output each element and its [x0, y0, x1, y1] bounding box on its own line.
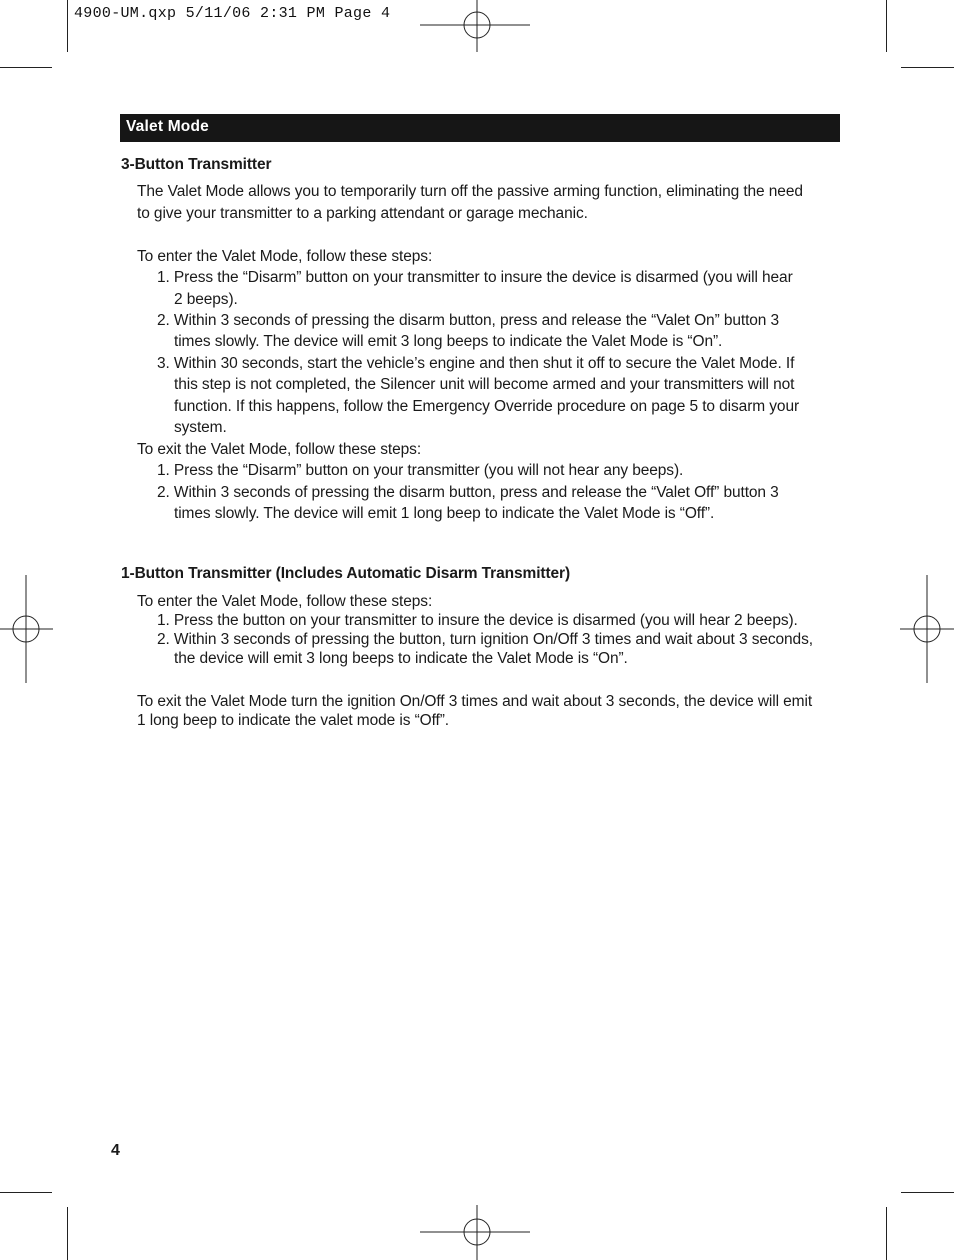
- crop-mark: [886, 0, 887, 52]
- step-line: this step is not completed, the Silencer unit will become armed and your transmitters will not: [174, 376, 795, 393]
- crop-mark: [901, 1192, 954, 1193]
- registration-mark-icon: [420, 1205, 532, 1260]
- steps-label: To enter the Valet Mode, follow these steps:: [137, 248, 433, 265]
- step-line: times slowly. The device will emit 1 long beep to indicate the Valet Mode is “Off”.: [174, 505, 715, 522]
- section-title: Valet Mode: [126, 118, 209, 135]
- registration-mark-icon: [420, 0, 532, 52]
- step-line: 2. Within 3 seconds of pressing the disarm button, press and release the “Valet On” button 3: [157, 312, 780, 329]
- subsection-heading: 3-Button Transmitter: [121, 156, 272, 173]
- step-line: the device will emit 3 long beeps to indicate the Valet Mode is “On”.: [174, 650, 628, 667]
- steps-label: To exit the Valet Mode, follow these steps:: [137, 441, 422, 458]
- paragraph-line: To exit the Valet Mode turn the ignition On/Off 3 times and wait about 3 seconds, the device will emit: [137, 693, 813, 710]
- step-line: times slowly. The device will emit 3 long beeps to indicate the Valet Mode is “On”.: [174, 333, 723, 350]
- crop-mark: [0, 67, 52, 68]
- crop-mark: [0, 1192, 52, 1193]
- paragraph-line: The Valet Mode allows you to temporarily turn off the passive arming function, eliminating the need: [137, 183, 803, 200]
- step-line: 1. Press the button on your transmitter to insure the device is disarmed (you will hear 2 beeps).: [157, 612, 798, 629]
- step-line: 1. Press the “Disarm” button on your transmitter (you will not hear any beeps).: [157, 462, 684, 479]
- paragraph-line: to give your transmitter to a parking attendant or garage mechanic.: [137, 205, 588, 222]
- steps-label: To enter the Valet Mode, follow these steps:: [137, 593, 433, 610]
- step-line: function. If this happens, follow the Emergency Override procedure on page 5 to disarm your: [174, 398, 800, 415]
- crop-mark: [67, 1207, 68, 1260]
- step-line: 1. Press the “Disarm” button on your transmitter to insure the device is disarmed (you will hear: [157, 269, 793, 286]
- file-slug: 4900-UM.qxp 5/11/06 2:31 PM Page 4: [74, 5, 391, 22]
- registration-mark-icon: [0, 575, 54, 683]
- crop-mark: [886, 1207, 887, 1260]
- step-line: system.: [174, 419, 227, 436]
- step-line: 3. Within 30 seconds, start the vehicle’s engine and then shut it off to secure the Valet Mode. If: [157, 355, 795, 372]
- page-number: 4: [111, 1142, 120, 1159]
- step-line: 2. Within 3 seconds of pressing the button, turn ignition On/Off 3 times and wait about 3 seconds,: [157, 631, 813, 648]
- paragraph-line: 1 long beep to indicate the valet mode is “Off”.: [137, 712, 449, 729]
- crop-mark: [67, 0, 68, 52]
- crop-mark: [901, 67, 954, 68]
- subsection-heading: 1-Button Transmitter (Includes Automatic Disarm Transmitter): [121, 565, 571, 582]
- section-header: [120, 114, 840, 142]
- step-line: 2. Within 3 seconds of pressing the disarm button, press and release the “Valet Off” button 3: [157, 484, 779, 501]
- registration-mark-icon: [900, 575, 954, 683]
- step-line: 2 beeps).: [174, 291, 238, 308]
